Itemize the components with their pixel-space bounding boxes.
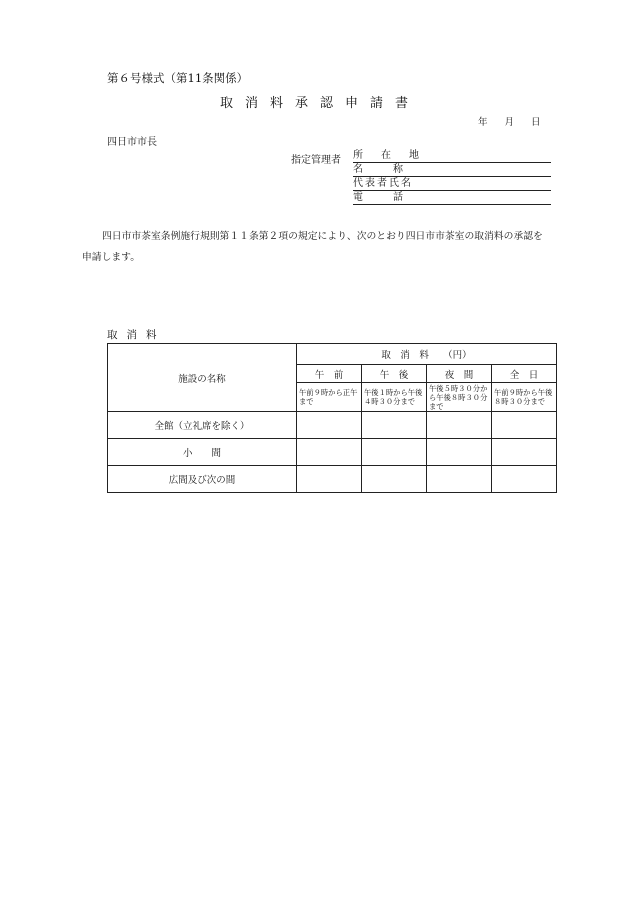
fee-cell[interactable] bbox=[297, 466, 362, 493]
name-field[interactable] bbox=[353, 163, 551, 177]
fee-cell[interactable] bbox=[297, 439, 362, 466]
fee-cell[interactable] bbox=[492, 439, 557, 466]
applicant-label: 指定管理者 bbox=[291, 155, 341, 166]
table-row bbox=[108, 466, 557, 493]
fee-cell[interactable] bbox=[492, 466, 557, 493]
fees-section-label: 取消料 bbox=[107, 329, 166, 341]
addressee: 四日市市長 bbox=[107, 137, 157, 148]
facility-name: 広間及び次の間 bbox=[108, 466, 297, 493]
application-statement: 四日市市茶室条例施行規則第１１条第２項の規定により、次のとおり四日市市茶室の取消料の承認を申請します。 bbox=[82, 231, 543, 263]
fee-cell[interactable] bbox=[297, 412, 362, 439]
fee-cell[interactable] bbox=[492, 412, 557, 439]
facility-header: 施設の名称 bbox=[108, 344, 297, 412]
fee-cell[interactable] bbox=[362, 412, 427, 439]
form-number: 第６号様式（第11条関係） bbox=[107, 71, 249, 85]
phone-field[interactable] bbox=[353, 191, 551, 205]
representative-label: 代表者氏名 bbox=[353, 178, 413, 189]
document-title: 取消料承認申請書 bbox=[219, 96, 420, 111]
slot-time-afternoon: 午後１時から午後４時３０分まで bbox=[362, 383, 427, 412]
table-row bbox=[108, 439, 557, 466]
fee-cell[interactable] bbox=[362, 439, 427, 466]
representative-field[interactable] bbox=[353, 177, 551, 191]
fee-cell[interactable] bbox=[427, 439, 492, 466]
slot-time-night: 午後５時３０分から午後８時３０分まで bbox=[427, 383, 492, 412]
address-label: 所在地 bbox=[353, 150, 437, 161]
slot-time-morning: 午前９時から正午まで bbox=[297, 383, 362, 412]
phone-label: 電話 bbox=[353, 192, 433, 203]
table-row bbox=[108, 412, 557, 439]
fees-table bbox=[107, 343, 557, 493]
fee-cell[interactable] bbox=[427, 412, 492, 439]
facility-name: 全館（立礼席を除く） bbox=[108, 412, 297, 439]
date-line: 年 月 日 bbox=[478, 117, 541, 128]
name-label: 名称 bbox=[353, 164, 433, 175]
fee-header: 取 消 料 （円） bbox=[297, 344, 557, 365]
slot-allday: 全 日 bbox=[492, 365, 557, 383]
slot-night: 夜 間 bbox=[427, 365, 492, 383]
slot-morning: 午 前 bbox=[297, 365, 362, 383]
slot-afternoon: 午 後 bbox=[362, 365, 427, 383]
fee-cell[interactable] bbox=[362, 466, 427, 493]
slot-time-allday: 午前９時から午後８時３０分まで bbox=[492, 383, 557, 412]
facility-name: 小 間 bbox=[108, 439, 297, 466]
fee-cell[interactable] bbox=[427, 466, 492, 493]
address-field[interactable] bbox=[353, 149, 551, 163]
